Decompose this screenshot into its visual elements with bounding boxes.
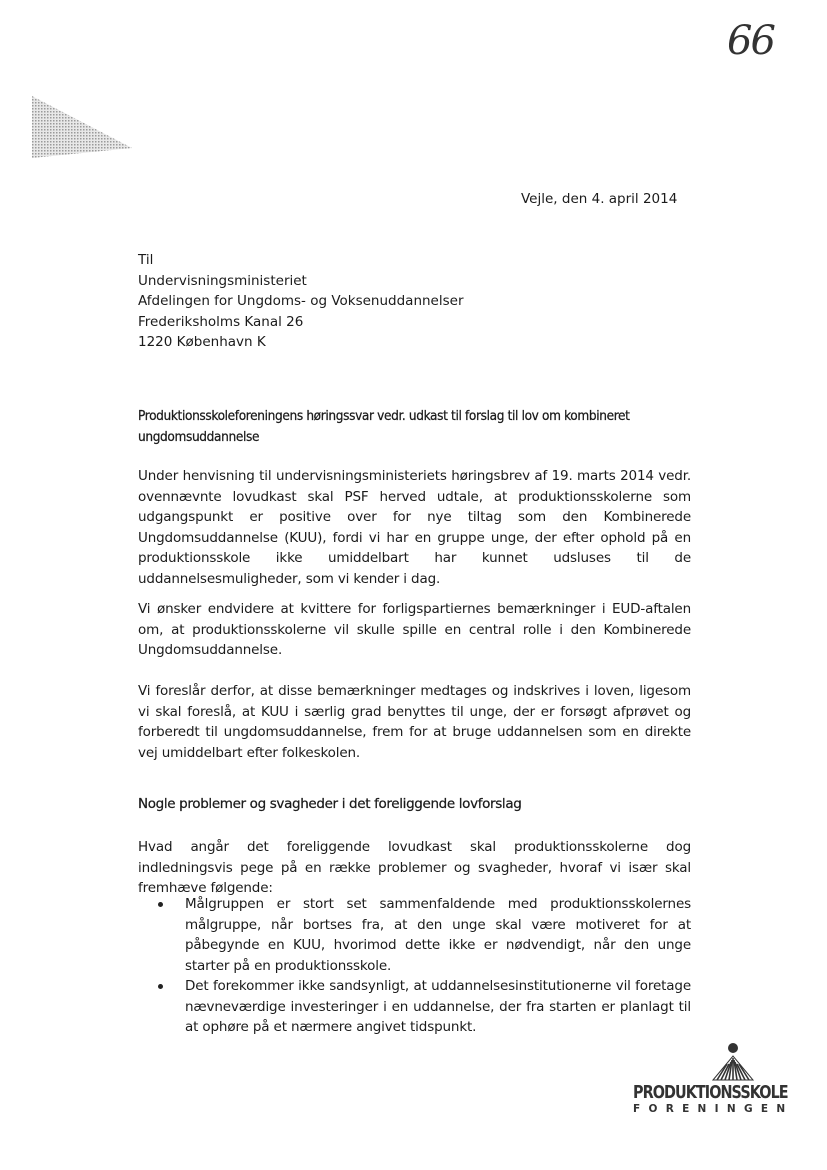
handwritten-page-number: 66	[727, 18, 774, 64]
list-item	[138, 894, 691, 976]
corner-triangle-mark	[32, 96, 132, 162]
address-line: Afdelingen for Ungdoms- og Voksenuddannelser	[138, 293, 464, 309]
section-heading: Nogle problemer og svagheder i det foreliggende lovforslag	[138, 796, 522, 812]
letter-subject: Produktionsskoleforeningens høringssvar vedr. udkast til forslag til lov om kombineret ungdomsuddannelse	[138, 408, 630, 445]
address-line: Til	[138, 252, 154, 268]
list-item	[138, 976, 691, 1038]
body-paragraph: Under henvisning til undervisningsministeriets høringsbrev af 19. marts 2014 vedr. ovennævnte lovudkast skal PSF herved udtale, at produktionsskolerne som udgangspunkt er positive over for nye tiltag som den Kombinerede Ungdomsuddannelse (KUU), fordi vi har en gruppe unge, der efter ophold på en produktionsskole ikke umiddelbart har kunnet udsluses til de uddannelsesmuligheder, som vi kender i dag.	[138, 468, 691, 587]
address-line: Undervisningsministeriet	[138, 272, 307, 289]
logo-mark-icon	[703, 1042, 763, 1082]
address-line: Frederiksholms Kanal 26	[138, 313, 304, 330]
recipient-address	[138, 250, 464, 353]
address-line: 1220 København K	[138, 334, 266, 350]
problem-list	[138, 894, 691, 1038]
bullet-icon	[158, 902, 163, 907]
body-paragraph: Vi ønsker endvidere at kvittere for forligspartiernes bemærkninger i EUD-aftalen om, at produktionsskolerne vil skulle spille en central rolle i den Kombinerede Ungdomsuddannelse.	[138, 601, 691, 658]
section-intro: Hvad angår det foreliggende lovudkast skal produktionsskolerne dog indledningsvis pege på en række problemer og svagheder, hvoraf vi især skal fremhæve følgende:	[138, 839, 691, 896]
organization-logo	[633, 1042, 794, 1115]
list-item-text: Målgruppen er stort set sammenfaldende med produktionsskolernes målgruppe, når bortses fra, at den unge skal være motiveret for at påbegynde en KUU, hvorimod dette ikke er nødvendigt, når den unge starter på en produktionsskole.	[185, 896, 691, 974]
footer-contact-strip	[60, 1130, 770, 1138]
logo-subtitle: FORENINGEN	[633, 1103, 794, 1115]
bullet-icon	[158, 984, 163, 989]
logo-name: PRODUKTIONSSKOLE	[633, 1082, 788, 1103]
letter-date: Vejle, den 4. april 2014	[521, 191, 678, 207]
list-item-text: Det forekommer ikke sandsynligt, at uddannelsesinstitutionerne vil foretage nævneværdige investeringer i en uddannelse, der fra starten er planlagt til at ophøre på et nærmere angivet tidspunkt.	[185, 978, 691, 1035]
body-paragraph: Vi foreslår derfor, at disse bemærkninger medtages og indskrives i loven, ligesom vi skal foreslå, at KUU i særlig grad benyttes til unge, der er forsøgt afprøvet og forberedt til ungdomsuddannelse, frem for at bruge uddannelsen som en direkte vej umiddelbart efter folkeskolen.	[138, 683, 691, 761]
